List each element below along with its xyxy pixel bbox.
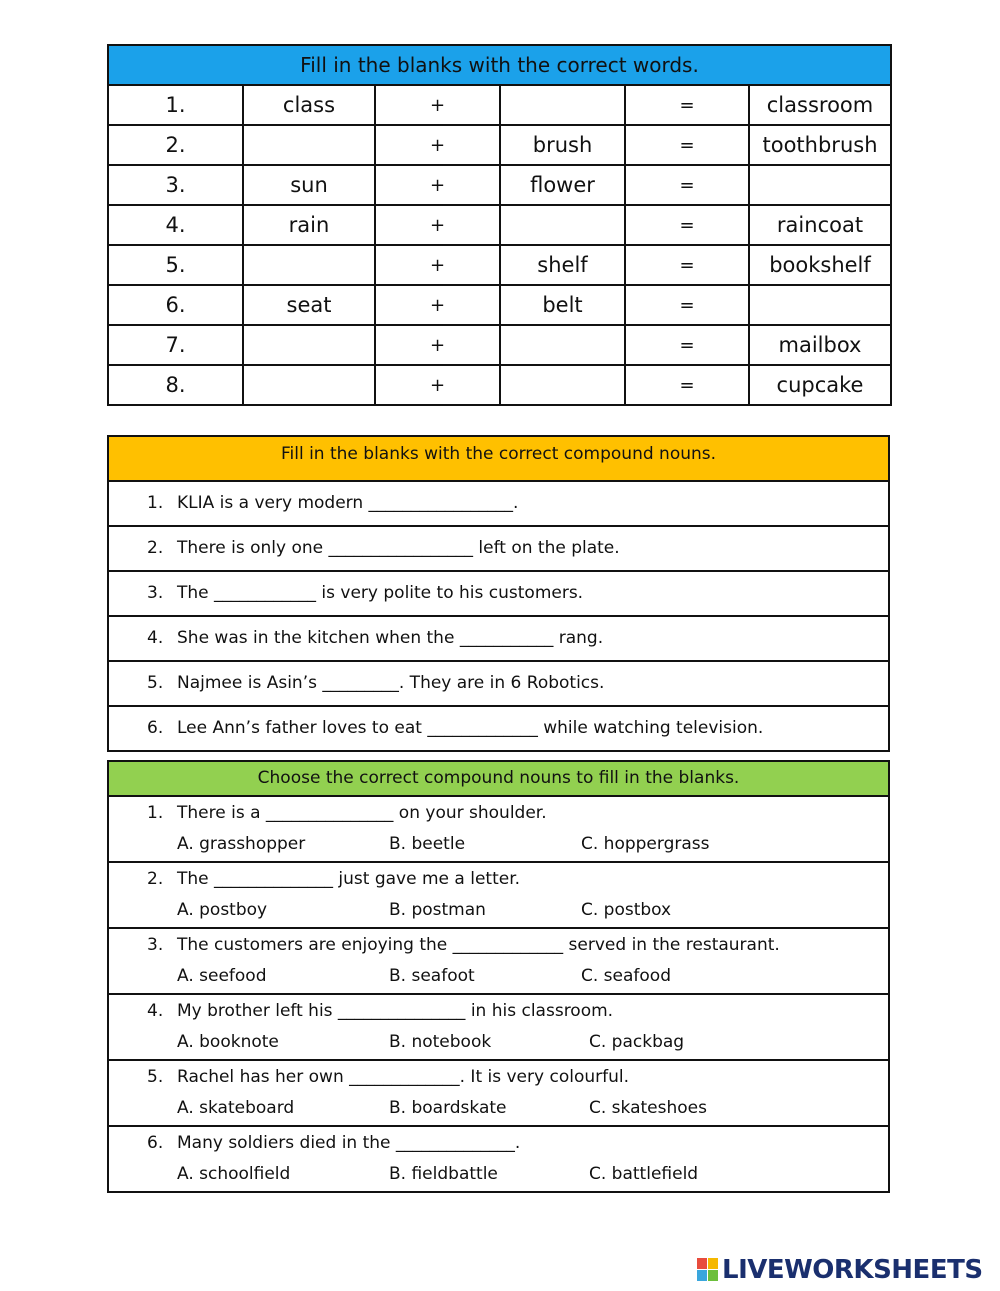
- word-a[interactable]: rain: [243, 205, 375, 245]
- option-b[interactable]: B. notebook: [389, 1032, 492, 1052]
- option-b[interactable]: B. fieldbattle: [389, 1164, 498, 1184]
- option-b[interactable]: B. postman: [389, 900, 486, 920]
- word-b[interactable]: [500, 365, 625, 405]
- list-item[interactable]: [109, 482, 888, 527]
- option-c[interactable]: C. postbox: [581, 900, 672, 920]
- question-text: [147, 1067, 629, 1087]
- word-a[interactable]: [243, 365, 375, 405]
- item-text: My brother left his _______________ in his classroom.: [177, 1001, 614, 1021]
- item-number: 6.: [147, 718, 164, 738]
- word-a[interactable]: seat: [243, 285, 375, 325]
- option-b[interactable]: B. beetle: [389, 834, 466, 854]
- word-a[interactable]: class: [243, 85, 375, 125]
- option-c[interactable]: C. hoppergrass: [581, 834, 710, 854]
- word-a[interactable]: [243, 325, 375, 365]
- item-number: 3.: [147, 583, 164, 603]
- option-a[interactable]: A. schoolfield: [177, 1164, 291, 1184]
- question-item: [109, 863, 888, 929]
- option-b[interactable]: B. boardskate: [389, 1098, 507, 1118]
- row-number: 1.: [108, 85, 243, 125]
- item-number: 5.: [147, 673, 164, 693]
- compound-noun-blanks-section: [107, 435, 890, 752]
- result-word[interactable]: classroom: [749, 85, 891, 125]
- question-text: [147, 803, 547, 823]
- plus-sign: +: [375, 245, 500, 285]
- row-number: 5.: [108, 245, 243, 285]
- option-a[interactable]: A. postboy: [177, 900, 268, 920]
- option-c[interactable]: C. battlefield: [589, 1164, 699, 1184]
- word-b[interactable]: [500, 85, 625, 125]
- question-text: [147, 869, 520, 889]
- result-word[interactable]: bookshelf: [749, 245, 891, 285]
- list-item[interactable]: [109, 617, 888, 662]
- word-building-table: [107, 44, 892, 406]
- list-item[interactable]: [109, 707, 888, 750]
- option-a[interactable]: A. grasshopper: [177, 834, 306, 854]
- plus-sign: +: [375, 365, 500, 405]
- plus-sign: +: [375, 85, 500, 125]
- option-c[interactable]: C. seafood: [581, 966, 671, 986]
- equals-sign: =: [625, 285, 749, 325]
- item-number: 2.: [147, 538, 164, 558]
- table-row: [108, 205, 891, 245]
- question-item: [109, 797, 888, 863]
- result-word[interactable]: mailbox: [749, 325, 891, 365]
- item-text: There is only one _________________ left on the plate.: [177, 538, 620, 558]
- option-a[interactable]: A. skateboard: [177, 1098, 295, 1118]
- item-text: There is a _______________ on your shoulder.: [177, 803, 547, 823]
- row-number: 6.: [108, 285, 243, 325]
- question-item: [109, 995, 888, 1061]
- list-item[interactable]: [109, 572, 888, 617]
- table-row: [108, 285, 891, 325]
- equals-sign: =: [625, 205, 749, 245]
- equals-sign: =: [625, 125, 749, 165]
- row-number: 7.: [108, 325, 243, 365]
- row-number: 8.: [108, 365, 243, 405]
- section2-title: Fill in the blanks with the correct compound nouns.: [109, 437, 888, 482]
- option-a[interactable]: A. seefood: [177, 966, 267, 986]
- question-item: [109, 1127, 888, 1191]
- table-row: [108, 245, 891, 285]
- item-number: 4.: [147, 628, 164, 648]
- result-word[interactable]: [749, 285, 891, 325]
- item-number: 1.: [147, 803, 164, 823]
- liveworksheets-logo-icon: [697, 1258, 719, 1282]
- option-b[interactable]: B. seafoot: [389, 966, 475, 986]
- item-text: Rachel has her own _____________. It is very colourful.: [177, 1067, 629, 1087]
- item-text: Many soldiers died in the ______________.: [177, 1133, 521, 1153]
- row-number: 3.: [108, 165, 243, 205]
- table-row: [108, 365, 891, 405]
- list-item[interactable]: [109, 527, 888, 572]
- item-number: 6.: [147, 1133, 164, 1153]
- word-b[interactable]: [500, 325, 625, 365]
- question-item: [109, 929, 888, 995]
- section1-title: Fill in the blanks with the correct words.: [108, 45, 891, 85]
- equals-sign: =: [625, 85, 749, 125]
- list-item[interactable]: [109, 662, 888, 707]
- item-text: The customers are enjoying the _____________ served in the restaurant.: [177, 935, 780, 955]
- equals-sign: =: [625, 325, 749, 365]
- equals-sign: =: [625, 245, 749, 285]
- table-row: [108, 165, 891, 205]
- word-a[interactable]: sun: [243, 165, 375, 205]
- word-b[interactable]: shelf: [500, 245, 625, 285]
- table-row: [108, 325, 891, 365]
- logo-text: LIVEWORKSHEETS: [722, 1255, 983, 1285]
- plus-sign: +: [375, 325, 500, 365]
- row-number: 2.: [108, 125, 243, 165]
- option-c[interactable]: C. skateshoes: [589, 1098, 707, 1118]
- plus-sign: +: [375, 125, 500, 165]
- item-text: KLIA is a very modern _________________.: [177, 493, 519, 513]
- question-text: [147, 935, 780, 955]
- word-b[interactable]: [500, 205, 625, 245]
- item-text: Najmee is Asin’s _________. They are in 6 Robotics.: [177, 673, 605, 693]
- multiple-choice-section: [107, 760, 890, 1193]
- equals-sign: =: [625, 365, 749, 405]
- question-item: [109, 1061, 888, 1127]
- item-text: The ____________ is very polite to his customers.: [177, 583, 584, 603]
- liveworksheets-logo: [697, 1254, 983, 1286]
- table-row: [108, 125, 891, 165]
- item-number: 3.: [147, 935, 164, 955]
- option-c[interactable]: C. packbag: [589, 1032, 685, 1052]
- word-b[interactable]: brush: [500, 125, 625, 165]
- equals-sign: =: [625, 165, 749, 205]
- result-word[interactable]: [749, 165, 891, 205]
- plus-sign: +: [375, 165, 500, 205]
- result-word[interactable]: raincoat: [749, 205, 891, 245]
- question-text: [147, 1001, 613, 1021]
- item-number: 2.: [147, 869, 164, 889]
- row-number: 4.: [108, 205, 243, 245]
- item-number: 1.: [147, 493, 164, 513]
- option-a[interactable]: A. booknote: [177, 1032, 279, 1052]
- item-number: 4.: [147, 1001, 164, 1021]
- result-word[interactable]: toothbrush: [749, 125, 891, 165]
- table-row: [108, 85, 891, 125]
- plus-sign: +: [375, 205, 500, 245]
- word-a[interactable]: [243, 245, 375, 285]
- plus-sign: +: [375, 285, 500, 325]
- result-word[interactable]: cupcake: [749, 365, 891, 405]
- item-number: 5.: [147, 1067, 164, 1087]
- question-text: [147, 1133, 520, 1153]
- item-text: Lee Ann’s father loves to eat _____________ while watching television.: [177, 718, 764, 738]
- word-b[interactable]: belt: [500, 285, 625, 325]
- item-text: She was in the kitchen when the ___________ rang.: [177, 628, 604, 648]
- word-b[interactable]: flower: [500, 165, 625, 205]
- word-a[interactable]: [243, 125, 375, 165]
- section3-title: Choose the correct compound nouns to fill in the blanks.: [109, 762, 888, 797]
- item-text: The ______________ just gave me a letter.: [177, 869, 521, 889]
